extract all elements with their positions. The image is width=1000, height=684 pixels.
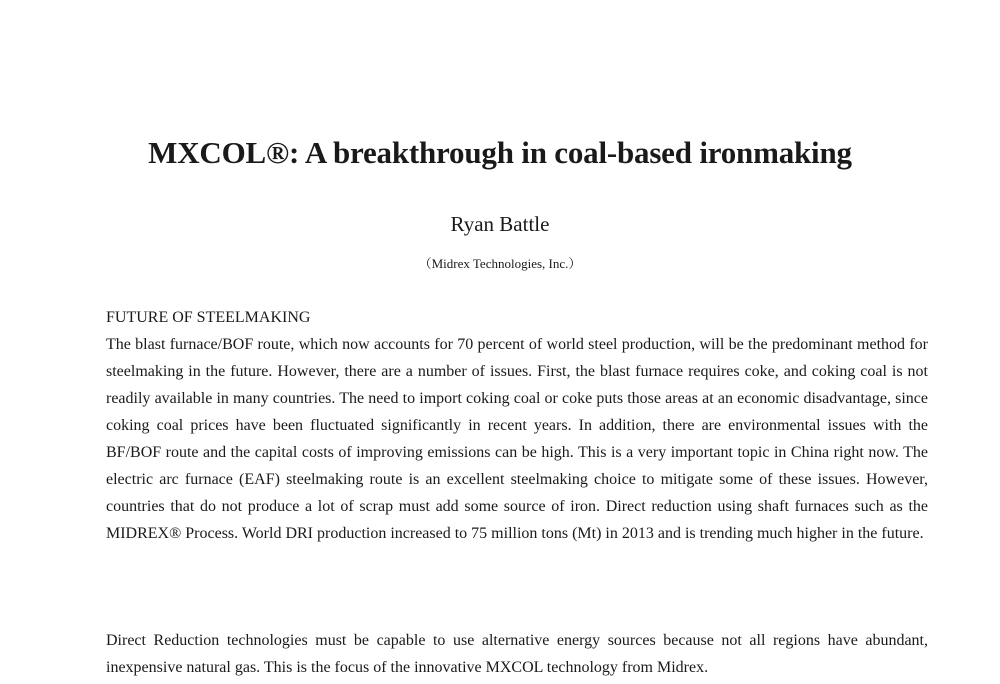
author-affiliation: （Midrex Technologies, Inc.） <box>418 256 582 271</box>
body-paragraph: Direct Reduction technologies must be capable to use alternative energy sources because not all regions have abundant, inexpensive natural gas. This is the focus of the innovative MXCOL technology from Midrex. <box>106 632 928 676</box>
section-heading: FUTURE OF STEELMAKING <box>106 309 311 326</box>
body-paragraph: The blast furnace/BOF route, which now accounts for 70 percent of world steel production, will be the predominant method for steelmaking in the future. However, there are a number of issues. First, the blast furnace requires coke, and coking coal is not readily available in many countries. The need to import coking coal or coke puts those areas at an economic disadvantage, since coking coal prices have been fluctuated significantly in recent years. In addition, there are environmental issues with the BF/BOF route and the capital costs of improving emissions can be high. This is a very important topic in China right now. The electric arc furnace (EAF) steelmaking route is an excellent steelmaking choice to mitigate some of these issues. However, countries that do not produce a lot of scrap must add some source of iron. Direct reduction using shaft furnaces such as the MIDREX® Process. World DRI production increased to 75 million tons (Mt) in 2013 and is trending much higher in the future. <box>106 336 928 542</box>
document-title: MXCOL®: A breakthrough in coal-based ironmaking <box>148 135 852 170</box>
author-name: Ryan Battle <box>450 212 550 236</box>
